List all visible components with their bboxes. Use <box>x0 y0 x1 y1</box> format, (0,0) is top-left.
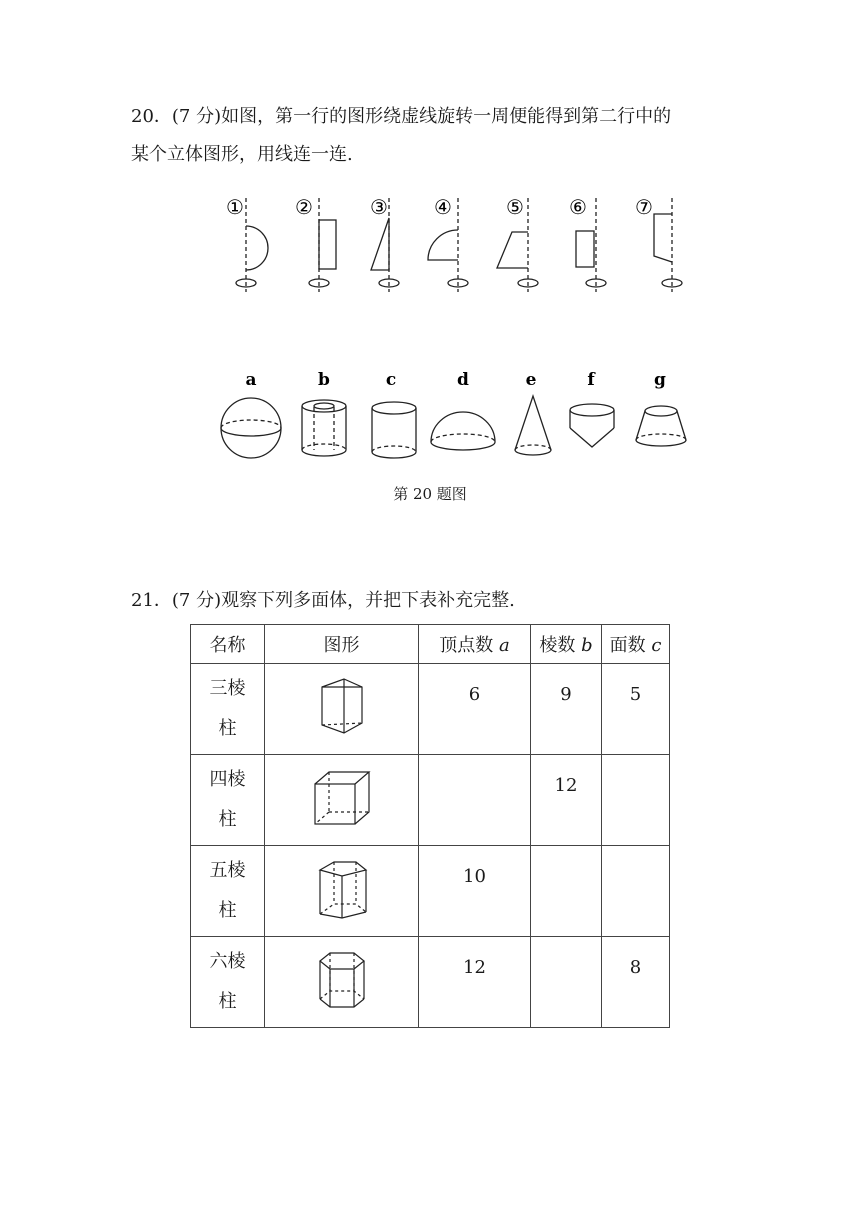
table-header-row <box>191 625 670 664</box>
edges-value: 12 <box>554 775 578 796</box>
pentagonal-prism-icon <box>312 856 372 922</box>
cone-icon <box>515 396 551 455</box>
row-figure <box>265 664 419 755</box>
vertices-value: 10 <box>463 866 486 887</box>
rotation-arrow-icon <box>236 279 682 287</box>
polyhedra-table <box>190 624 670 1028</box>
rectangle-shape <box>319 220 336 269</box>
row-vertices <box>419 937 531 1028</box>
header-edges-label: 棱数 <box>539 635 582 656</box>
table-row <box>191 846 670 937</box>
faces-value <box>602 856 669 866</box>
small-rectangle-shape <box>576 231 594 267</box>
trapezoid-shape <box>497 232 528 268</box>
pentagon-shape <box>654 214 672 262</box>
header-vertices-label: 顶点数 <box>439 635 499 656</box>
label-3: ③ <box>370 195 388 219</box>
right-triangle-shape <box>371 218 389 270</box>
faces-value <box>602 765 669 775</box>
row-vertices <box>419 664 531 755</box>
sphere-icon <box>221 398 281 458</box>
label-e: e <box>525 370 537 390</box>
faces-value: 8 <box>629 957 642 978</box>
row-figure <box>265 937 419 1028</box>
label-c: c <box>385 370 397 390</box>
hemisphere-icon <box>431 412 495 450</box>
row-name <box>191 755 265 846</box>
label-6: ⑥ <box>569 195 587 219</box>
quarter-circle-shape <box>428 230 458 260</box>
label-7: ⑦ <box>635 195 653 219</box>
question-20-text-line2: 某个立体图形，用线连一连. <box>131 144 353 165</box>
row-edges <box>531 755 602 846</box>
row-name-line1: 三棱 <box>209 678 246 699</box>
label-1: ① <box>226 195 244 219</box>
question-20-text-line1: 20．(7 分)如图，第一行的图形绕虚线旋转一周便能得到第二行中的 <box>131 106 672 127</box>
figure-caption: 第 20 题图 <box>393 485 467 503</box>
row-faces <box>602 664 670 755</box>
edges-value <box>531 947 601 957</box>
vertices-value: 6 <box>468 684 481 705</box>
vertices-value <box>419 765 530 775</box>
label-g: g <box>654 370 666 390</box>
var-a: a <box>499 635 510 656</box>
row-vertices <box>419 755 531 846</box>
row-name-line2: 柱 <box>218 718 237 739</box>
row-edges <box>531 664 602 755</box>
vertices-value: 12 <box>463 957 486 978</box>
row-name-line2: 柱 <box>218 991 237 1012</box>
question-20-figure <box>0 0 860 480</box>
row-faces <box>602 846 670 937</box>
row-figure <box>265 846 419 937</box>
table-row <box>191 937 670 1028</box>
label-b: b <box>318 370 330 390</box>
header-faces-label: 面数 <box>609 635 652 656</box>
header-faces <box>602 625 670 664</box>
label-d: d <box>457 370 469 390</box>
row-name-line1: 五棱 <box>209 860 246 881</box>
row-edges <box>531 846 602 937</box>
label-f: f <box>587 370 595 390</box>
table-row <box>191 755 670 846</box>
cylinder-icon <box>372 402 416 458</box>
row-figure <box>265 755 419 846</box>
row-faces <box>602 937 670 1028</box>
header-name: 名称 <box>191 625 265 664</box>
label-2: ② <box>295 195 313 219</box>
header-vertices <box>419 625 531 664</box>
hexagonal-prism-icon <box>312 947 372 1013</box>
row-name <box>191 846 265 937</box>
row-name-line2: 柱 <box>218 809 237 830</box>
cylinder-cone-icon <box>570 404 614 447</box>
semicircle-shape <box>246 226 268 270</box>
label-5: ⑤ <box>506 195 524 219</box>
row-name-line1: 四棱 <box>209 769 246 790</box>
row-vertices <box>419 846 531 937</box>
cube-icon <box>309 766 375 830</box>
var-b: b <box>581 635 593 656</box>
row-edges <box>531 937 602 1028</box>
row-name-line2: 柱 <box>218 900 237 921</box>
row-name <box>191 664 265 755</box>
edges-value <box>531 856 601 866</box>
var-c: c <box>651 635 662 656</box>
header-edges <box>531 625 602 664</box>
row-faces <box>602 755 670 846</box>
triangular-prism-icon <box>312 675 372 739</box>
faces-value: 5 <box>629 684 642 705</box>
table-row <box>191 664 670 755</box>
edges-value: 9 <box>560 684 572 705</box>
frustum-icon <box>636 406 686 446</box>
hollow-cylinder-icon <box>302 400 346 456</box>
row-name-line1: 六棱 <box>209 951 246 972</box>
row-name <box>191 937 265 1028</box>
header-figure: 图形 <box>265 625 419 664</box>
label-a: a <box>245 370 257 390</box>
question-21-text: 21．(7 分)观察下列多面体，并把下表补充完整. <box>131 590 515 611</box>
label-4: ④ <box>434 195 452 219</box>
